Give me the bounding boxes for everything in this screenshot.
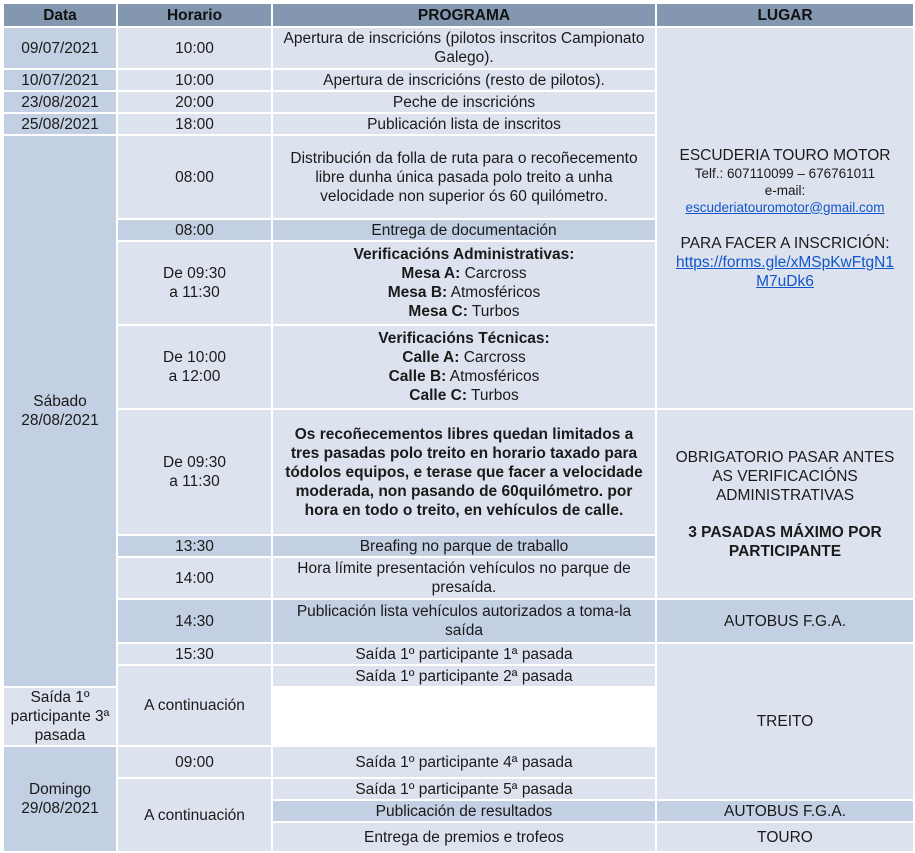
program-cell: Saída 1º participante 3ª pasada [3, 687, 117, 746]
email-label: e-mail: [764, 182, 806, 198]
table-row [3, 27, 914, 69]
inscription-link[interactable]: https://forms.gle/xMSpKwFtgN1M7uDk6 [676, 253, 894, 290]
date-cell: 25/08/2021 [3, 113, 117, 135]
time-cell: 10:00 [117, 69, 272, 91]
time-cell: 14:30 [117, 599, 272, 643]
program-cell: Apertura de inscricións (pilotos inscritos Campionato Galego). [272, 27, 656, 69]
time-cell: 18:00 [117, 113, 272, 135]
tech-b-label: Calle B: [388, 368, 447, 385]
header-date: Data [3, 3, 117, 27]
time-cell: 08:00 [117, 135, 272, 219]
table-row [3, 599, 914, 643]
time-cell: 15:30 [117, 643, 272, 665]
program-cell-admin-verification [272, 241, 656, 325]
program-cell: Publicación de resultados [272, 800, 656, 822]
time-cell: 10:00 [117, 27, 272, 69]
admin-b-value: Atmosféricos [450, 284, 541, 301]
table-row [3, 643, 914, 665]
program-cell: Saída 1º participante 1ª pasada [272, 643, 656, 665]
time-cell: A continuación [117, 778, 272, 852]
admin-b-label: Mesa B: [387, 284, 448, 301]
header-place: LUGAR [656, 3, 914, 27]
time-cell: De 09:30 a 11:30 [117, 409, 272, 535]
header-row [3, 3, 914, 27]
program-cell: Saída 1º participante 5ª pasada [272, 778, 656, 800]
time-cell: De 09:30 a 11:30 [117, 241, 272, 325]
tech-c-label: Calle C: [409, 387, 467, 404]
program-cell: Saída 1º participante 4ª pasada [272, 746, 656, 778]
date-cell: 09/07/2021 [3, 27, 117, 69]
header-program: PROGRAMA [272, 3, 656, 27]
program-cell: Saída 1º participante 2ª pasada [272, 665, 656, 687]
tech-a-label: Calle A: [402, 349, 460, 366]
admin-a-label: Mesa A: [401, 265, 461, 282]
mandatory-note: OBRIGATORIO PASAR ANTES AS VERIFICACIÓNS ADMINISTRATIVAS [675, 448, 895, 504]
program-cell: Apertura de inscricións (resto de pilotos). [272, 69, 656, 91]
tech-b-value: Atmosféricos [449, 368, 540, 385]
time-cell: De 10:00 a 12:00 [117, 325, 272, 409]
admin-c-value: Turbos [471, 303, 520, 320]
email-link[interactable]: escuderiatouromotor@gmail.com [685, 199, 885, 215]
admin-c-label: Mesa C: [408, 303, 468, 320]
inscription-label: PARA FACER A INSCRICIÓN: [680, 234, 890, 252]
program-cell: Breafing no parque de traballo [272, 535, 656, 557]
place-cell: AUTOBUS F.G.A. [656, 599, 914, 643]
max-passes-note: 3 PASADAS MÁXIMO POR PARTICIPANTE [688, 523, 882, 560]
date-cell: 10/07/2021 [3, 69, 117, 91]
org-phone: Telf.: 607110099 – 676761011 [694, 165, 876, 181]
time-cell: 14:00 [117, 557, 272, 599]
program-cell: Os recoñecementos libres quedan limitados a tres pasadas polo treito en horario taxado para tódolos equipos, e terase que facer a velocidade moderada, non pasando de 60quilómetro. por hora en todo o treito, en vehículos de calle. [272, 409, 656, 535]
tech-title: Verificacións Técnicas: [378, 330, 550, 347]
place-cell: TOURO [656, 822, 914, 852]
program-cell: Publicación lista vehículos autorizados a toma-la saída [272, 599, 656, 643]
tech-c-value: Turbos [471, 387, 519, 404]
date-cell-saturday: Sábado 28/08/2021 [3, 135, 117, 687]
org-name: ESCUDERIA TOURO MOTOR [679, 146, 891, 164]
admin-a-value: Carcross [464, 265, 527, 282]
tech-a-value: Carcross [463, 349, 526, 366]
place-contact-cell [656, 27, 914, 409]
place-cell: AUTOBUS F.G.A. [656, 800, 914, 822]
date-cell-sunday: Domingo 29/08/2021 [3, 746, 117, 852]
program-cell: Entrega de premios e trofeos [272, 822, 656, 852]
place-rules-cell [656, 409, 914, 599]
time-cell: 13:30 [117, 535, 272, 557]
place-cell-treito: TREITO [656, 643, 914, 800]
admin-title: Verificacións Administrativas: [353, 246, 575, 263]
date-cell: 23/08/2021 [3, 91, 117, 113]
program-cell: Hora límite presentación vehículos no parque de presaída. [272, 557, 656, 599]
program-cell: Distribución da folla de ruta para o recoñecemento libre dunha única pasada polo treito a unha velocidade non superior ós 60 quilómetro. [272, 135, 656, 219]
time-cell: 08:00 [117, 219, 272, 241]
time-cell: 20:00 [117, 91, 272, 113]
time-cell: 09:00 [117, 746, 272, 778]
header-time: Horario [117, 3, 272, 27]
table-row [3, 409, 914, 535]
program-cell-tech-verification [272, 325, 656, 409]
program-cell: Entrega de documentación [272, 219, 656, 241]
program-cell: Publicación lista de inscritos [272, 113, 656, 135]
program-cell: Peche de inscricións [272, 91, 656, 113]
time-cell: A continuación [117, 665, 272, 746]
schedule-table [2, 2, 915, 853]
